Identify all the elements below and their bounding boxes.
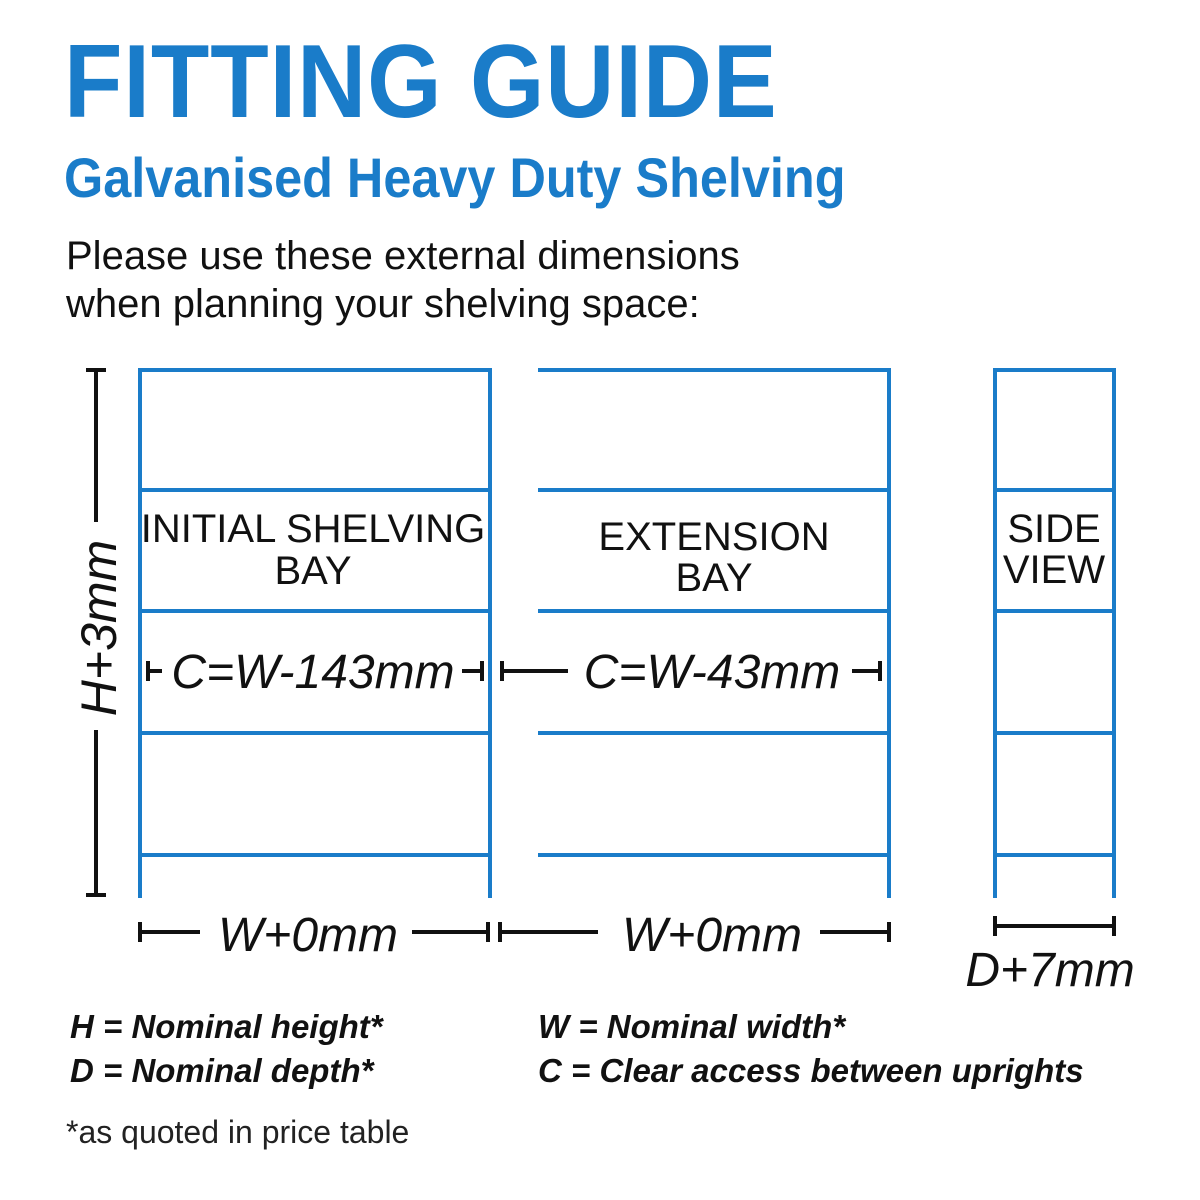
side-view-bay <box>995 368 1114 898</box>
initial-bay <box>140 368 490 898</box>
depth-label: D+7mm <box>965 944 1135 997</box>
extension-bay-label-line1: EXTENSION <box>598 515 830 559</box>
depth-dimension <box>995 916 1114 936</box>
extension-bay <box>538 368 889 898</box>
height-label: H+3mm <box>71 539 127 717</box>
width-label-extension: W+0mm <box>622 909 802 962</box>
initial-clearance-label: C=W-143mm <box>171 646 455 699</box>
legend-height: H = Nominal height* <box>70 1008 383 1045</box>
initial-bay-label-line2: BAY <box>274 549 352 593</box>
initial-bay-label-line1: INITIAL SHELVING <box>140 507 486 551</box>
intro-line-1: Please use these external dimensions <box>66 234 740 278</box>
intro-line-2: when planning your shelving space: <box>66 282 700 326</box>
legend-width: W = Nominal width* <box>538 1008 846 1045</box>
legend-clearance: C = Clear access between uprights <box>538 1052 1084 1089</box>
side-view-label-line2: VIEW <box>1002 548 1106 592</box>
side-view-label-line1: SIDE <box>1007 507 1101 551</box>
width-label-initial: W+0mm <box>218 909 398 962</box>
extension-bay-label-line2: BAY <box>675 556 753 600</box>
legend-depth: D = Nominal depth* <box>70 1052 374 1089</box>
page-subtitle: Galvanised Heavy Duty Shelving <box>64 146 846 209</box>
extension-clearance-label: C=W-43mm <box>583 646 841 699</box>
page-title: FITTING GUIDE <box>64 24 778 140</box>
footnote: *as quoted in price table <box>66 1114 410 1150</box>
